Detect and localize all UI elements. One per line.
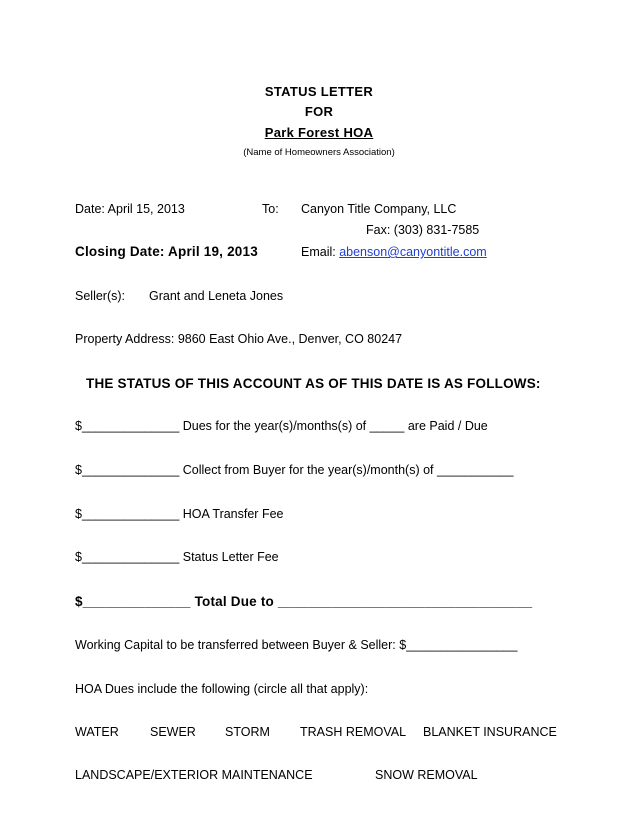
email-link[interactable]: abenson@canyontitle.com bbox=[339, 245, 487, 259]
status-heading: THE STATUS OF THIS ACCOUNT AS OF THIS DATE IS AS FOLLOWS: bbox=[86, 376, 541, 391]
closing-date: Closing Date: April 19, 2013 bbox=[75, 244, 258, 259]
hoa-name: Park Forest HOA bbox=[264, 125, 374, 140]
working-capital-line: Working Capital to be transferred between Buyer & Seller: $________________ bbox=[75, 638, 518, 652]
option-water: WATER bbox=[75, 725, 119, 739]
option-trash-removal: TRASH REMOVAL bbox=[300, 725, 407, 739]
letter-date: Date: April 15, 2013 bbox=[75, 202, 185, 216]
sellers-label: Seller(s): bbox=[75, 289, 126, 303]
property-address: Property Address: 9860 East Ohio Ave., Denver, CO 80247 bbox=[75, 332, 403, 346]
email-label: Email: bbox=[301, 245, 340, 259]
option-snow-removal: SNOW REMOVAL bbox=[375, 768, 478, 782]
option-landscape: LANDSCAPE/EXTERIOR MAINTENANCE bbox=[75, 768, 313, 782]
collect-line: $______________ Collect from Buyer for the year(s)/month(s) of ___________ bbox=[75, 463, 514, 477]
fax-number: Fax: (303) 831-7585 bbox=[366, 223, 480, 237]
dues-line: $______________ Dues for the year(s)/months(s) of _____ are Paid / Due bbox=[75, 419, 488, 433]
transfer-fee-line: $______________ HOA Transfer Fee bbox=[75, 507, 284, 521]
hoa-caption: (Name of Homeowners Association) bbox=[243, 147, 395, 158]
option-storm: STORM bbox=[225, 725, 270, 739]
total-due-line: $______________ Total Due to _________________________________ bbox=[75, 594, 533, 609]
to-label: To: bbox=[262, 202, 279, 216]
status-fee-line: $______________ Status Letter Fee bbox=[75, 550, 279, 564]
sellers-names: Grant and Leneta Jones bbox=[149, 289, 284, 303]
include-intro: HOA Dues include the following (circle all that apply): bbox=[75, 682, 369, 696]
letter-title: STATUS LETTER bbox=[264, 84, 374, 99]
option-blanket-insurance: BLANKET INSURANCE bbox=[423, 725, 557, 739]
letter-for: FOR bbox=[304, 104, 334, 119]
to-company: Canyon Title Company, LLC bbox=[301, 202, 457, 216]
email-line bbox=[301, 245, 487, 259]
option-sewer: SEWER bbox=[150, 725, 196, 739]
